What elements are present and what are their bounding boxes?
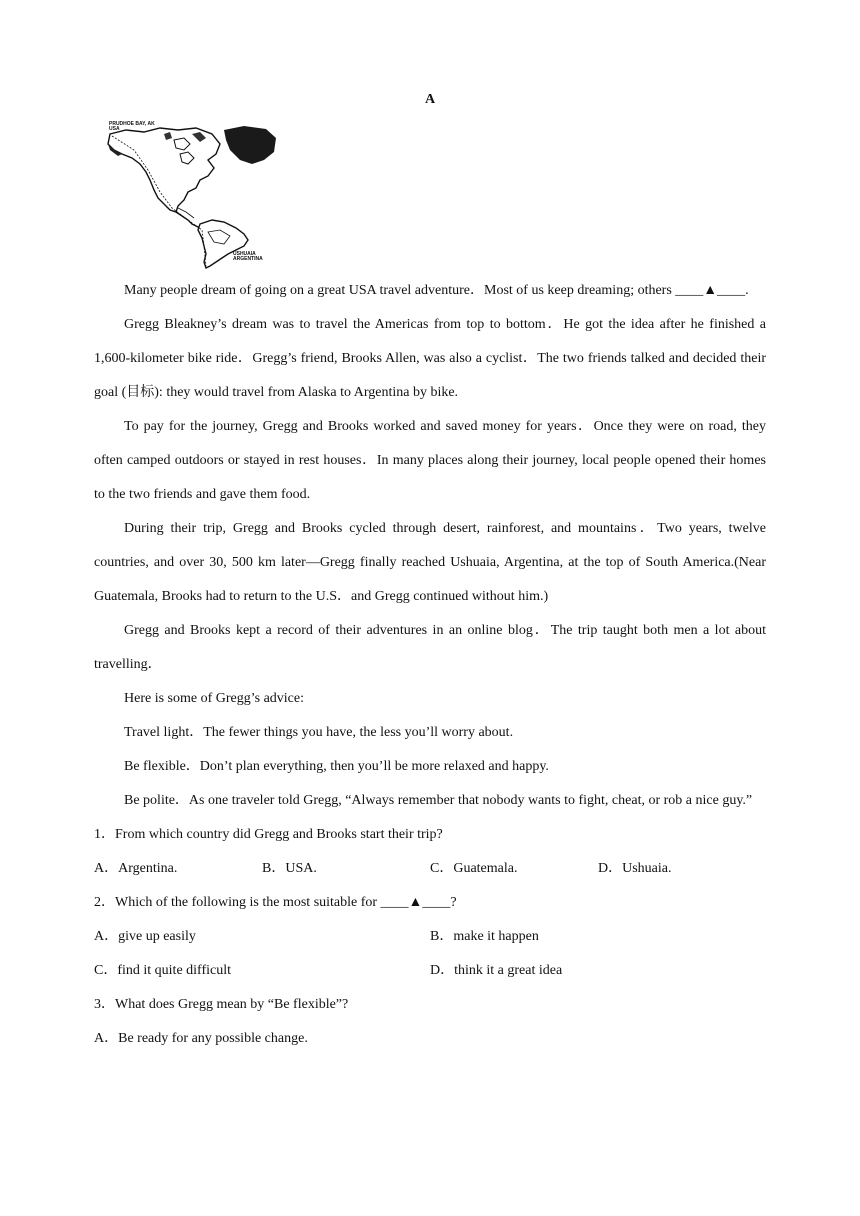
question-stem: 2．Which of the following is the most suitable for ____▲____? <box>94 895 457 910</box>
option-d: D．think it a great idea <box>430 963 563 978</box>
passage-paragraph: To pay for the journey, Gregg and Brooks worked and saved money for years．Once they were on road, they often camped outdoors or stayed in rest houses．In many places along their journey, local people opened their homes to the two friends and gave them food. <box>94 419 766 502</box>
passage-paragraph: During their trip, Gregg and Brooks cycled through desert, rainforest, and mountains．Two years, twelve countries, and over 30, 500 km later—Gregg finally reached Ushuaia, Argentina, at the top of South America.(Near Guatemala, Brooks had to return to the U.S．and Gregg continued without him.) <box>94 521 766 604</box>
passage-paragraph: Here is some of Gregg’s advice: <box>124 691 304 706</box>
passage-paragraph: Be flexible．Don’t plan everything, then you’ll be more relaxed and happy. <box>124 759 549 774</box>
reading-passage <box>94 274 766 1056</box>
passage-paragraph: Many people dream of going on a great USA travel adventure．Most of us keep dreaming; others ____▲____. <box>124 283 749 298</box>
section-title: A <box>424 92 436 107</box>
option-a: A．Argentina. <box>94 861 178 876</box>
question-options <box>94 852 766 886</box>
passage-paragraph: Gregg Bleakney’s dream was to travel the Americas from top to bottom．He got the idea after he finished a 1,600-kilometer bike ride．Gregg’s friend, Brooks Allen, was also a cyclist．The two friends talked and decided their goal (目标): they would travel from Alaska to Argentina by bike. <box>94 317 766 400</box>
americas-map-image <box>104 120 282 270</box>
option-b: B．make it happen <box>430 929 539 944</box>
passage-paragraph: Travel light．The fewer things you have, the less you’ll worry about. <box>124 725 514 740</box>
map-label-end-line2: ARGENTINA <box>233 256 263 262</box>
question-stem: 1．From which country did Gregg and Brooks start their trip? <box>94 827 443 842</box>
passage-paragraph: Gregg and Brooks kept a record of their adventures in an online blog．The trip taught both men a lot about travelling． <box>94 623 766 672</box>
option-c: C．find it quite difficult <box>94 963 232 978</box>
question-stem: 3．What does Gregg mean by “Be flexible”? <box>94 997 349 1012</box>
question-options <box>94 920 766 954</box>
option-b: B．USA. <box>262 861 317 876</box>
option-c: C．Guatemala. <box>430 861 518 876</box>
question-options <box>94 954 766 988</box>
passage-paragraph: Be polite．As one traveler told Gregg, “Always remember that nobody wants to fight, cheat, or rob a nice guy.” <box>124 793 753 808</box>
map-label-end-line1: USHUAIA <box>233 251 256 257</box>
option-d: D．Ushuaia. <box>598 861 672 876</box>
map-label-start-line2: USA <box>109 126 120 132</box>
map-label-start-line1: PRUDHOE BAY, AK <box>109 121 155 127</box>
map-label-start <box>109 122 155 132</box>
option-a: A．give up easily <box>94 929 196 944</box>
option-a: A．Be ready for any possible change. <box>94 1031 308 1046</box>
map-label-end <box>233 252 263 262</box>
